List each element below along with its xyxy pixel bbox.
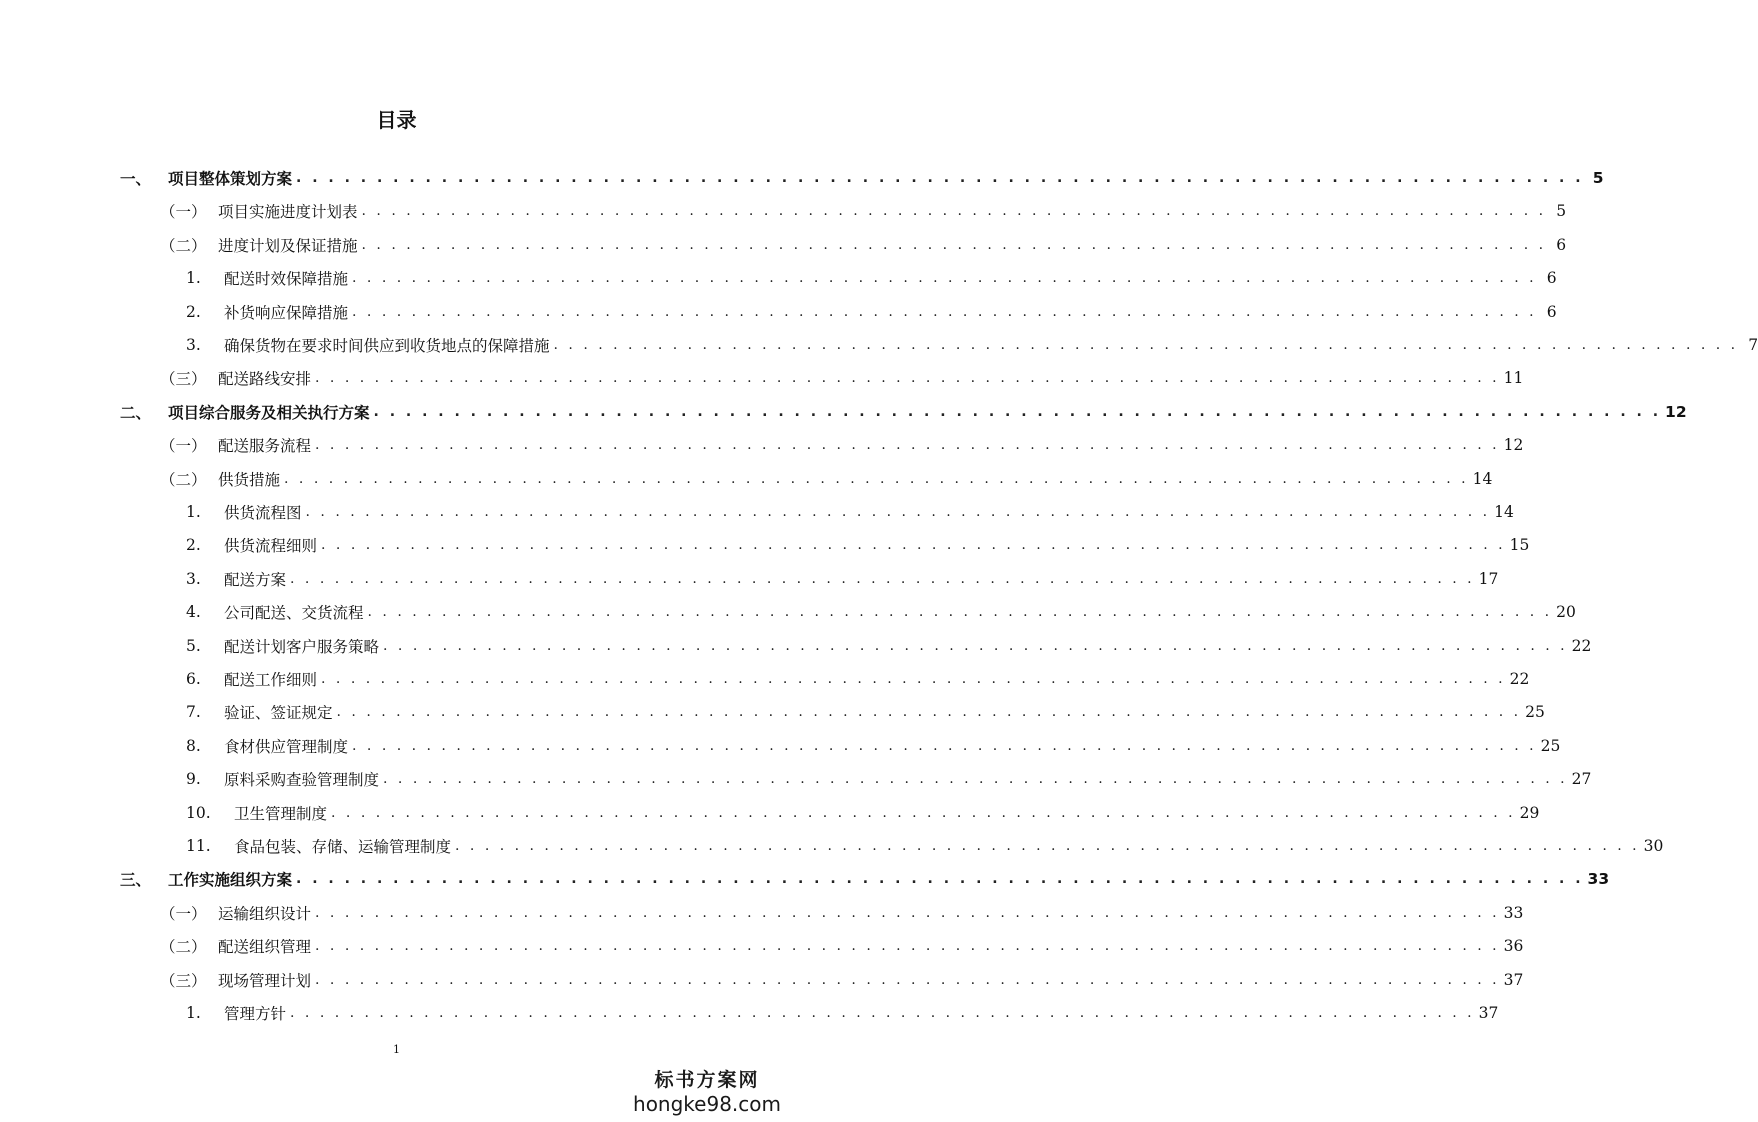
toc-entry-page: 22 <box>1571 636 1592 655</box>
toc-entry-page: 37 <box>1503 970 1524 989</box>
toc-leader-dots: . . . . . . . . . . . . . . . . . . . . . . . . . . . . . . . . . . . . . . . . . . . . . . . . . . . . . . . . . . . . . . . . . . . . . . . . . . . . . . . . <box>321 537 1506 554</box>
toc-entry-number: 3. <box>186 569 201 588</box>
toc-entry-number: 11. <box>186 837 211 855</box>
toc-entry[interactable] <box>186 499 1514 525</box>
toc-leader-dots: . . . . . . . . . . . . . . . . . . . . . . . . . . . . . . . . . . . . . . . . . . . . . . . . . . . . . . . . . . . . . . . . . . . . . . . . . . . . . . . . <box>331 804 1516 821</box>
toc-entry-number: 1. <box>186 1004 201 1022</box>
toc-entry[interactable] <box>160 232 1567 258</box>
toc-entry-title: 供货流程图 <box>224 504 302 522</box>
toc-entry-page: 15 <box>1509 536 1530 555</box>
toc-entry[interactable] <box>186 666 1530 692</box>
toc-leader-dots: . . . . . . . . . . . . . . . . . . . . . . . . . . . . . . . . . . . . . . . . . . . . . . . . . . . . . . . . . . . . . . . . . . . . . . . . . . . . . . . . <box>383 637 1568 654</box>
page-title: 目录 <box>376 108 417 132</box>
toc-entry-title: 配送计划客户服务策略 <box>224 637 380 656</box>
toc-entry-number: 6. <box>186 670 201 688</box>
toc-entry-page: 36 <box>1503 937 1524 956</box>
toc-leader-dots: . . . . . . . . . . . . . . . . . . . . . . . . . . . . . . . . . . . . . . . . . . . . . . . . . . . . . . . . . . . . . . . . . . . . . . . . . . . . . . . . <box>361 236 1547 253</box>
toc-leader-dots: . . . . . . . . . . . . . . . . . . . . . . . . . . . . . . . . . . . . . . . . . . . . . . . . . . . . . . . . . . . . . . . . . . . . . . . . . . . . . . . . <box>383 771 1568 788</box>
toc-entry[interactable] <box>186 833 1664 859</box>
toc-entry-title: 配送方案 <box>224 570 287 589</box>
toc-entry-page: 25 <box>1540 736 1561 755</box>
toc-entry[interactable] <box>160 198 1567 224</box>
toc-entry-number: 3. <box>186 336 201 354</box>
toc-entry-title: 验证、签证规定 <box>224 704 333 723</box>
toc-entry-page: 11 <box>1503 369 1524 388</box>
toc-entry-page: 33 <box>1503 903 1524 922</box>
toc-leader-dots: . . . . . . . . . . . . . . . . . . . . . . . . . . . . . . . . . . . . . . . . . . . . . . . . . . . . . . . . . . . . . . . . . . . . . . . . . . . . . . . . <box>367 604 1553 621</box>
toc-entry-number: （三） <box>160 971 207 990</box>
toc-entry-title: 配送时效保障措施 <box>224 270 349 289</box>
toc-leader-dots: . . . . . . . . . . . . . . . . . . . . . . . . . . . . . . . . . . . . . . . . . . . . . . . . . . . . . . . . . . . . . . . . . . . . . . . . . . . . . . . . <box>315 938 1500 955</box>
toc-entry-page: 27 <box>1571 770 1592 789</box>
toc-leader-dots: . . . . . . . . . . . . . . . . . . . . . . . . . . . . . . . . . . . . . . . . . . . . . . . . . . . . . . . . . . . . . . . . . . . . . . . . . . . . . . . . <box>315 904 1500 921</box>
toc-entry[interactable] <box>186 265 1557 291</box>
toc-leader-dots: . . . . . . . . . . . . . . . . . . . . . . . . . . . . . . . . . . . . . . . . . . . . . . . . . . . . . . . . . . . . . . . . . . . . . . . . . . . . . . . . <box>315 370 1500 387</box>
toc-entry-page: 20 <box>1556 603 1576 622</box>
toc-leader-dots: . . . . . . . . . . . . . . . . . . . . . . . . . . . . . . . . . . . . . . . . . . . . . . . . . . . . . . . . . . . . . . . . . . . . . . . . . . . . . . . . <box>455 838 1640 854</box>
toc-entry-title: 供货流程细则 <box>224 537 318 556</box>
toc-entry-title: 进度计划及保证措施 <box>218 236 358 255</box>
toc-entry-number: 1. <box>186 503 201 521</box>
toc-leader-dots: . . . . . . . . . . . . . . . . . . . . . . . . . . . . . . . . . . . . . . . . . . . . . . . . . . . . . . . . . . . . . . . . . . . . . . . . . . . . . . . . <box>305 504 1491 520</box>
toc-entry[interactable] <box>160 900 1524 926</box>
toc-entry-page: 14 <box>1472 469 1493 488</box>
toc-entry-page: 30 <box>1643 837 1664 855</box>
toc-entry[interactable] <box>186 566 1499 592</box>
toc-entry[interactable] <box>160 967 1524 993</box>
toc-entry-page: 14 <box>1494 503 1514 521</box>
toc-entry-title: 食品包装、存储、运输管理制度 <box>234 838 452 856</box>
toc-entry[interactable] <box>120 165 1604 191</box>
toc-leader-dots: . . . . . . . . . . . . . . . . . . . . . . . . . . . . . . . . . . . . . . . . . . . . . . . . . . . . . . . . . . . . . . . . . . . . . . . . . . . . . . . . <box>315 437 1500 454</box>
toc-entry[interactable] <box>160 432 1524 458</box>
toc-leader-dots: . . . . . . . . . . . . . . . . . . . . . . . . . . . . . . . . . . . . . . . . . . . . . . . . . . . . . . . . . . . . . . . . . . . . . . . . . . . . . . . . <box>296 170 1584 186</box>
toc-entry-page: 12 <box>1503 436 1524 455</box>
toc-entry-title: 管理方针 <box>224 1005 287 1023</box>
toc-leader-dots: . . . . . . . . . . . . . . . . . . . . . . . . . . . . . . . . . . . . . . . . . . . . . . . . . . . . . . . . . . . . . . . . . . . . . . . . . . . . . . . . <box>315 971 1500 988</box>
toc-entry-number: （一） <box>160 203 207 222</box>
toc-entry-number: 10. <box>186 803 211 822</box>
toc-leader-dots: . . . . . . . . . . . . . . . . . . . . . . . . . . . . . . . . . . . . . . . . . . . . . . . . . . . . . . . . . . . . . . . . . . . . . . . . . . . . . . . . <box>336 704 1522 721</box>
toc-entry-page: 6 <box>1546 269 1557 288</box>
footer-page-number: 1 <box>393 1043 400 1056</box>
toc-entry-title: 工作实施组织方案 <box>168 871 293 890</box>
toc-entry-title: 现场管理计划 <box>218 971 312 990</box>
toc-entry-number: 8. <box>186 736 201 755</box>
toc-entry-title: 运输组织设计 <box>218 904 312 923</box>
toc-entry-page: 22 <box>1509 670 1530 688</box>
toc-entry-page: 6 <box>1556 235 1567 254</box>
toc-entry-number: 7. <box>186 703 201 722</box>
toc-entry-number: （一） <box>160 904 207 923</box>
toc-entry-page: 5 <box>1556 202 1567 221</box>
site-watermark <box>633 1065 781 1116</box>
toc-entry-title: 原料采购查验管理制度 <box>224 771 380 790</box>
toc-entry-number: 2. <box>186 302 201 321</box>
toc-entry-title: 食材供应管理制度 <box>224 737 349 756</box>
toc-entry-number: 4. <box>186 603 201 622</box>
toc-entry-title: 配送工作细则 <box>224 671 318 689</box>
toc-entry-number: 9. <box>186 770 201 789</box>
toc-leader-dots: . . . . . . . . . . . . . . . . . . . . . . . . . . . . . . . . . . . . . . . . . . . . . . . . . . . . . . . . . . . . . . . . . . . . . . . . . . . . . . . . <box>553 337 1739 353</box>
toc-entry-number: （一） <box>160 437 207 456</box>
toc-entry[interactable] <box>186 699 1545 725</box>
toc-entry[interactable] <box>186 766 1592 792</box>
toc-leader-dots: . . . . . . . . . . . . . . . . . . . . . . . . . . . . . . . . . . . . . . . . . . . . . . . . . . . . . . . . . . . . . . . . . . . . . . . . . . . . . . . . <box>352 737 1537 754</box>
toc-entry-page: 29 <box>1519 803 1540 822</box>
toc-entry[interactable] <box>186 599 1576 625</box>
watermark-url: hongke98.com <box>633 1092 781 1116</box>
toc-entry[interactable] <box>186 532 1530 558</box>
toc-leader-dots: . . . . . . . . . . . . . . . . . . . . . . . . . . . . . . . . . . . . . . . . . . . . . . . . . . . . . . . . . . . . . . . . . . . . . . . . . . . . . . . . <box>296 871 1584 888</box>
toc-entry[interactable] <box>160 466 1493 492</box>
toc-entry[interactable] <box>160 933 1524 959</box>
toc-entry[interactable] <box>120 866 1610 892</box>
toc-entry-title: 项目综合服务及相关执行方案 <box>168 403 370 422</box>
toc-entry-title: 配送组织管理 <box>218 938 312 957</box>
toc-entry[interactable] <box>186 800 1540 826</box>
toc-entry-number: （二） <box>160 470 207 489</box>
toc-entry[interactable] <box>160 365 1524 391</box>
toc-entry-page: 17 <box>1478 569 1499 588</box>
toc-entry-page: 25 <box>1525 703 1545 722</box>
toc-entry-page: 12 <box>1665 402 1687 421</box>
toc-entry[interactable] <box>186 633 1592 659</box>
toc-entry-title: 配送路线安排 <box>218 370 312 389</box>
toc-leader-dots: . . . . . . . . . . . . . . . . . . . . . . . . . . . . . . . . . . . . . . . . . . . . . . . . . . . . . . . . . . . . . . . . . . . . . . . . . . . . . . . . <box>290 570 1475 587</box>
toc-entry[interactable] <box>120 399 1687 425</box>
toc-leader-dots: . . . . . . . . . . . . . . . . . . . . . . . . . . . . . . . . . . . . . . . . . . . . . . . . . . . . . . . . . . . . . . . . . . . . . . . . . . . . . . . . <box>373 403 1662 420</box>
toc-entry-number: 1. <box>186 269 201 288</box>
toc-entry-title: 项目整体策划方案 <box>168 170 293 188</box>
toc-entry-page: 6 <box>1546 302 1557 321</box>
toc-leader-dots: . . . . . . . . . . . . . . . . . . . . . . . . . . . . . . . . . . . . . . . . . . . . . . . . . . . . . . . . . . . . . . . . . . . . . . . . . . . . . . . . <box>284 470 1469 487</box>
toc-leader-dots: . . . . . . . . . . . . . . . . . . . . . . . . . . . . . . . . . . . . . . . . . . . . . . . . . . . . . . . . . . . . . . . . . . . . . . . . . . . . . . . . <box>352 303 1537 320</box>
toc-entry-number: （二） <box>160 236 207 255</box>
toc-entry-page: 5 <box>1592 169 1604 187</box>
toc-leader-dots: . . . . . . . . . . . . . . . . . . . . . . . . . . . . . . . . . . . . . . . . . . . . . . . . . . . . . . . . . . . . . . . . . . . . . . . . . . . . . . . . <box>321 671 1506 687</box>
toc-entry-title: 公司配送、交货流程 <box>224 604 364 623</box>
toc-leader-dots: . . . . . . . . . . . . . . . . . . . . . . . . . . . . . . . . . . . . . . . . . . . . . . . . . . . . . . . . . . . . . . . . . . . . . . . . . . . . . . . . <box>361 203 1547 220</box>
toc-entry-page: 33 <box>1587 870 1610 889</box>
toc-entry-number: （二） <box>160 938 207 957</box>
toc-entry-number: 一、 <box>120 170 152 188</box>
toc-entry[interactable] <box>186 733 1561 759</box>
toc-entry-title: 配送服务流程 <box>218 437 312 456</box>
watermark-name: 标书方案网 <box>654 1069 760 1091</box>
toc-entry-number: 二、 <box>120 403 152 422</box>
toc-entry-title: 供货措施 <box>218 470 281 489</box>
toc-entry-title: 卫生管理制度 <box>234 804 328 823</box>
toc-entry-number: 5. <box>186 636 201 655</box>
toc-entry-page: 37 <box>1478 1004 1499 1022</box>
toc-entry-title: 项目实施进度计划表 <box>218 203 358 222</box>
toc-entry-title: 确保货物在要求时间供应到收货地点的保障措施 <box>224 337 550 355</box>
toc-entry-number: 三、 <box>120 871 152 890</box>
toc-entry-number: 2. <box>186 536 201 555</box>
toc-leader-dots: . . . . . . . . . . . . . . . . . . . . . . . . . . . . . . . . . . . . . . . . . . . . . . . . . . . . . . . . . . . . . . . . . . . . . . . . . . . . . . . . <box>352 270 1537 287</box>
toc-leader-dots: . . . . . . . . . . . . . . . . . . . . . . . . . . . . . . . . . . . . . . . . . . . . . . . . . . . . . . . . . . . . . . . . . . . . . . . . . . . . . . . . <box>290 1005 1475 1021</box>
toc-entry[interactable] <box>186 1000 1499 1026</box>
toc-entry[interactable] <box>186 299 1557 325</box>
toc-entry-page: 7 <box>1748 336 1758 354</box>
toc-entry[interactable] <box>186 332 1758 358</box>
toc-entry-number: （三） <box>160 370 207 389</box>
toc-entry-title: 补货响应保障措施 <box>224 303 349 322</box>
